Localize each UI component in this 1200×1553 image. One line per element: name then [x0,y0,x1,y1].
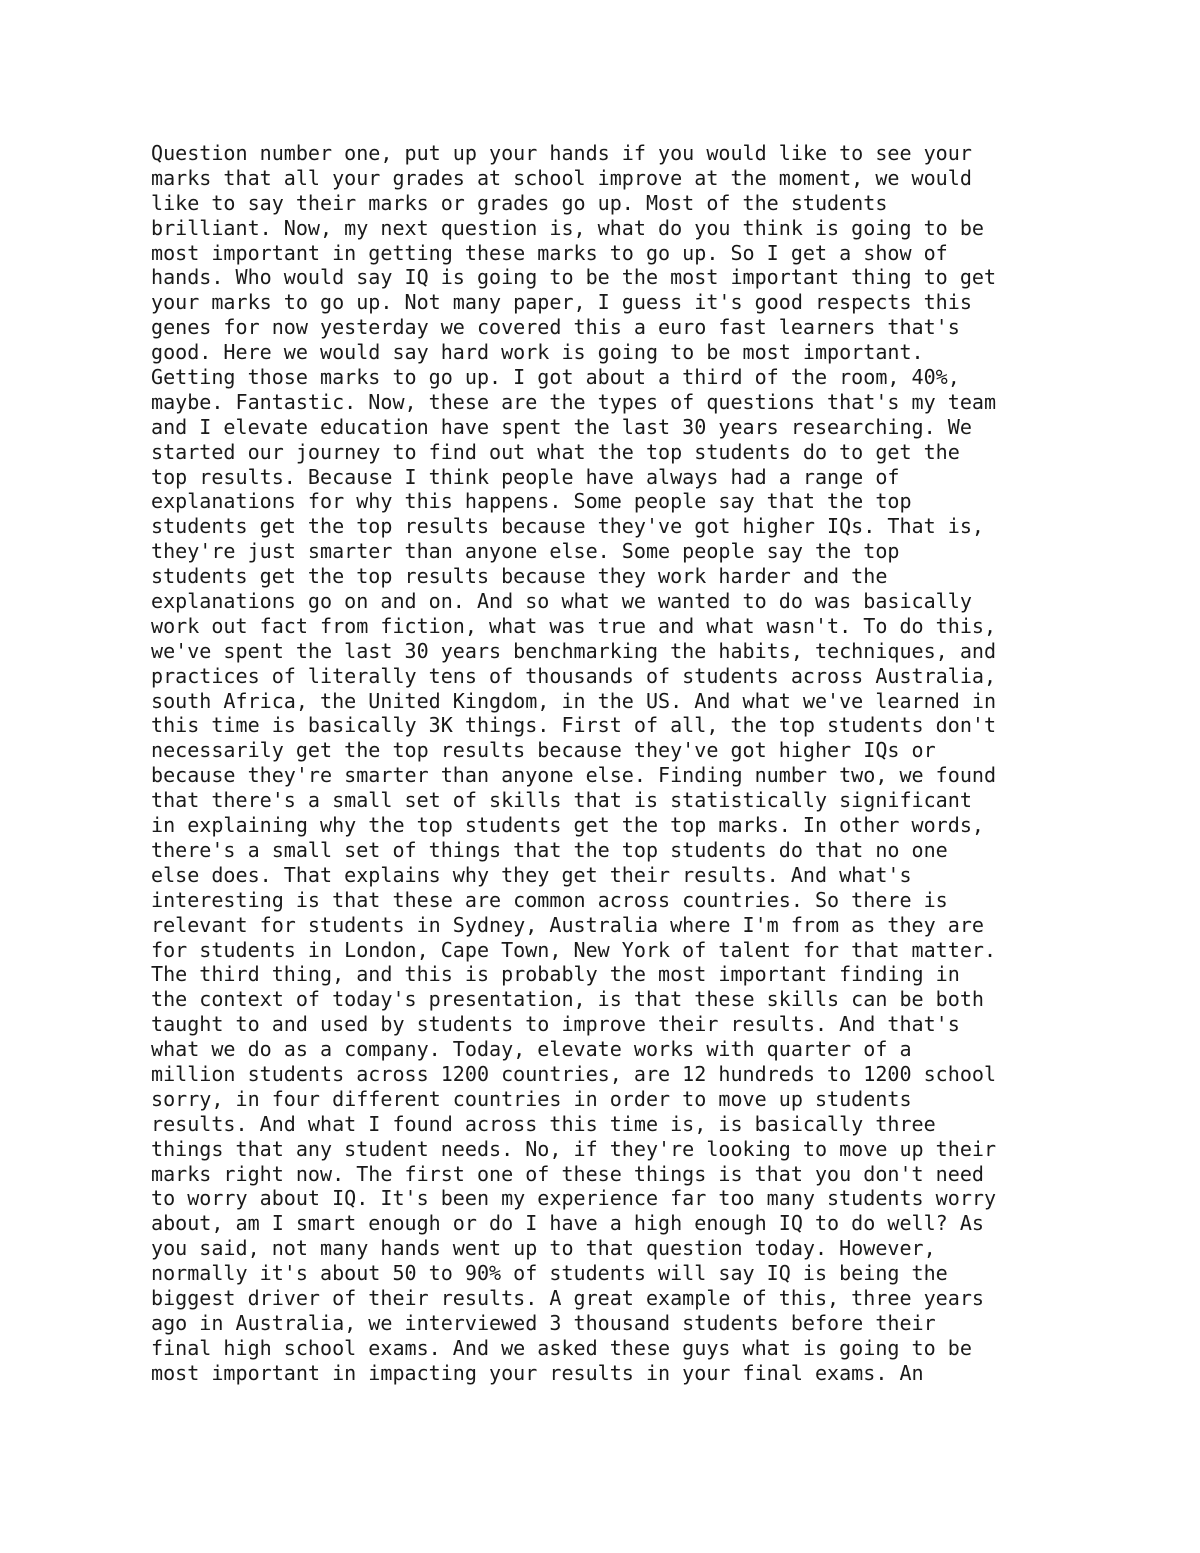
text-line: you said, not many hands went up to that question today. However, [151,1236,936,1261]
text-line: this time is basically 3K things. First of all, the top students don't [151,713,997,738]
text-line: brilliant. Now, my next question is, what do you think is going to be [151,215,984,240]
text-line: relevant for students in Sydney, Australia where I'm from as they are [151,912,984,937]
text-line: taught to and used by students to improve their results. And that's [151,1012,960,1037]
text-line: started our journey to find out what the top students do to get the [151,439,960,464]
text-line: top results. Because I think people have always had a range of [151,464,900,489]
text-line: students get the top results because they work harder and the [151,564,888,589]
text-line: results. And what I found across this time is, is basically three [151,1111,936,1136]
text-line: Getting those marks to go up. I got about a third of the room, 40%, [151,365,960,390]
text-line: what we do as a company. Today, elevate works with quarter of a [151,1037,912,1062]
text-line: else does. That explains why they get their results. And what's [151,862,912,887]
text-line: most important in getting these marks to go up. So I get a show of [151,240,948,265]
text-line: The third thing, and this is probably the most important finding in [151,962,960,987]
text-line: to worry about IQ. It's been my experience far too many students worry [151,1186,997,1211]
text-line: explanations go on and on. And so what we wanted to do was basically [151,589,972,614]
text-line: sorry, in four different countries in order to move up students [151,1086,912,1111]
text-line: they're just smarter than anyone else. Some people say the top [151,539,900,564]
text-line: normally it's about 50 to 90% of students will say IQ is being the [151,1261,948,1286]
text-line: that there's a small set of skills that is statistically significant [151,788,972,813]
text-line: the context of today's presentation, is that these skills can be both [151,987,984,1012]
text-line: practices of literally tens of thousands of students across Australia, [151,663,997,688]
text-line: necessarily get the top results because they've got higher IQs or [151,738,936,763]
text-line: we've spent the last 30 years benchmarking the habits, techniques, and [151,638,997,663]
text-line: million students across 1200 countries, are 12 hundreds to 1200 school [151,1061,997,1086]
text-line: and I elevate education have spent the last 30 years researching. We [151,414,972,439]
transcript-text [151,141,1090,1386]
text-line: things that any student needs. No, if they're looking to move up their [151,1136,997,1161]
text-line: your marks to go up. Not many paper, I guess it's good respects this [151,290,972,315]
text-line: interesting is that these are common across countries. So there is [151,887,948,912]
text-line: there's a small set of things that the top students do that no one [151,837,948,862]
text-line: marks that all your grades at school improve at the moment, we would [151,165,972,190]
text-line: marks right now. The first one of these things is that you don't need [151,1161,984,1186]
text-line: biggest driver of their results. A great example of this, three years [151,1285,984,1310]
text-line: for students in London, Cape Town, New York of talent for that matter. [151,937,997,962]
text-line: good. Here we would say hard work is going to be most important. [151,340,924,365]
text-line: students get the top results because they've got higher IQs. That is, [151,514,984,539]
text-line: genes for now yesterday we covered this a euro fast learners that's [151,315,960,340]
text-line: because they're smarter than anyone else. Finding number two, we found [151,763,997,788]
text-line: in explaining why the top students get the top marks. In other words, [151,813,984,838]
text-line: about, am I smart enough or do I have a high enough IQ to do well? As [151,1211,984,1236]
text-line: Question number one, put up your hands if you would like to see your [151,141,972,165]
text-line: south Africa, the United Kingdom, in the US. And what we've learned in [151,688,997,713]
text-line: most important in impacting your results in your final exams. An [151,1360,924,1385]
text-line: ago in Australia, we interviewed 3 thousand students before their [151,1310,936,1335]
text-line: maybe. Fantastic. Now, these are the types of questions that's my team [151,389,997,414]
text-line: work out fact from fiction, what was true and what wasn't. To do this, [151,613,997,638]
text-line: explanations for why this happens. Some people say that the top [151,489,912,514]
text-line: final high school exams. And we asked these guys what is going to be [151,1335,972,1360]
text-line: hands. Who would say IQ is going to be the most important thing to get [151,265,997,290]
text-line: like to say their marks or grades go up. Most of the students [151,190,888,215]
